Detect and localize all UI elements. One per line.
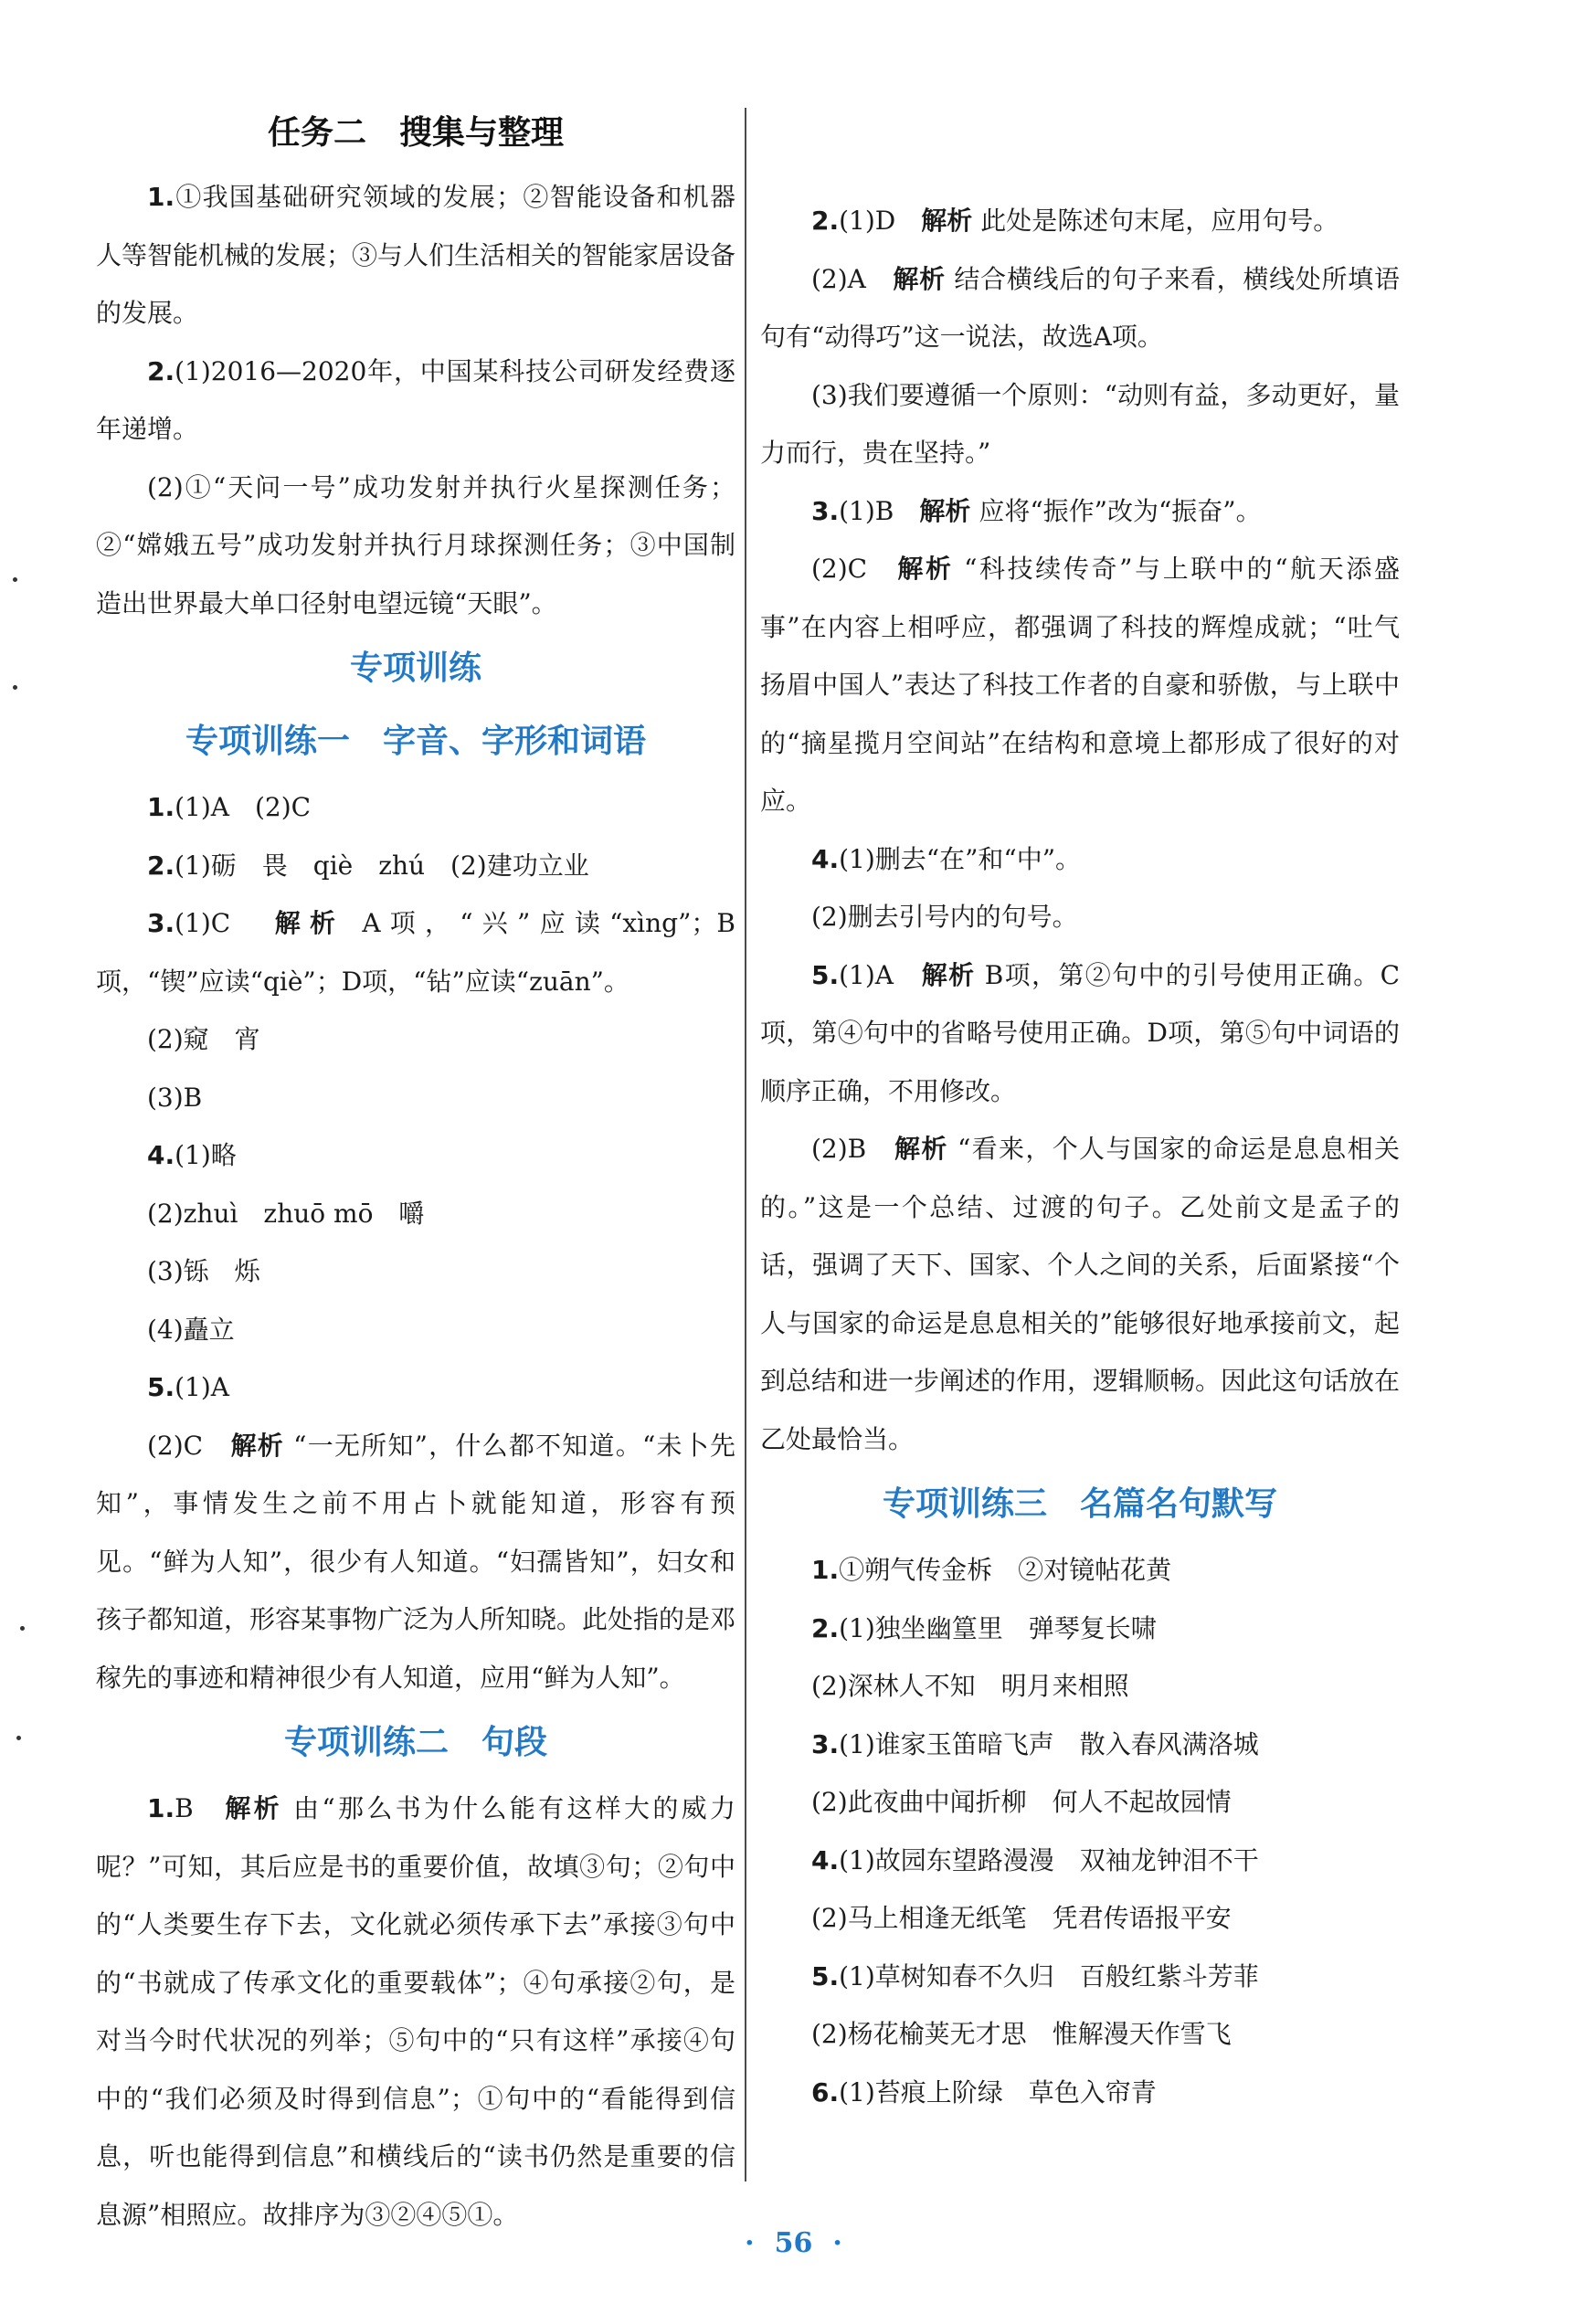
s2-q2-2: (2)A 解析 结合横线后的句子来看，横线处所填语句有“动得巧”这一说法，故选A项。 (760, 263, 1400, 352)
s2-q3-2: (2)C 解析 “科技续传奇”与上联中的“航天添盛事”在内容上相呼应，都强调了科技的辉煌成就；“吐气扬眉中国人”表达了科技工作者的自豪和骄傲，与上联中的“摘星揽月空间站”在结构和意境上都形成了很好的对应。 (760, 554, 1400, 816)
heading-s1: 专项训练一 字音、字形和词语 (185, 723, 646, 760)
s3-q1: 1.①朔气传金柝 ②对镜帖花黄 (811, 1555, 1172, 1585)
s2-q2-3: (3)我们要遵循一个原则：“动则有益，多动更好，量力而行，贵在坚持。” (760, 379, 1400, 468)
heading-s3: 专项训练三 名篇名句默写 (882, 1485, 1277, 1523)
s2-q1: 1.B 解析 由“那么书为什么能有这样大的威力呢？”可知，其后应是书的重要价值，故填③句；②句中的“人类要生存下去，文化就必须传承下去”承接③句中的“书就成了传承文化的重要载体”；④句承接②句，是对当今时代状况的列举；⑤句中的“只有这样”承接④句中的“我们必须及时得到信息”；①句中的“看能得到信息，听也能得到信息”和横线后的“读书仍然是重要的信息源”相照应。故排序为③②④⑤①。 (96, 1793, 735, 2230)
footer-dot-right: · (832, 2227, 842, 2259)
s2-q3-1: 3.(1)B 解析 应将“振作”改为“振奋”。 (811, 495, 1262, 526)
s1-q3-3: (3)B (147, 1082, 203, 1113)
s1-q3-1: 3.(1)C 解析 A项，“兴”应读“xìng”；B项，“锲”应读“qiè”；D项，“钻”应读“zuān”。 (96, 908, 735, 997)
s2-q2-1: 2.(1)D 解析 此处是陈述句末尾，应用句号。 (811, 206, 1339, 236)
s2-q4-1: 4.(1)删去“在”和“中”。 (811, 843, 1082, 874)
task2-q2-2: (2)①“天问一号”成功发射并执行火星探测任务；②“嫦娥五号”成功发射并执行月球探测任务；③中国制造出世界最大单口径射电望远镜“天眼”。 (96, 471, 735, 618)
s1-q3-2: (2)窥 宵 (147, 1024, 260, 1054)
s2-q4-2: (2)删去引号内的句号。 (811, 902, 1078, 932)
footer-dot-left: · (745, 2227, 755, 2259)
left-column (96, 99, 735, 2244)
s3-q2-1: 2.(1)独坐幽篁里 弹琴复长啸 (811, 1612, 1157, 1643)
s1-q5-2: (2)C 解析 “一无所知”，什么都不知道。“未卜先知”，事情发生之前不用占卜就能知道，形容有预见。“鲜为人知”，很少有人知道。“妇孺皆知”，妇女和孩子都知道，形容某事物广泛为人所知晓。此处指的是邓稼先的事迹和精神很少有人知道，应用“鲜为人知”。 (96, 1430, 736, 1693)
s1-q2: 2.(1)砺 畏 qiè zhú (2)建功立业 (147, 850, 589, 881)
s3-q3-1: 3.(1)谁家玉笛暗飞声 散入春风满洛城 (811, 1728, 1259, 1759)
heading-special-training: 专项训练 (349, 650, 481, 687)
scan-speck (20, 1626, 25, 1631)
column-divider (745, 108, 746, 2181)
s3-q5-2: (2)杨花榆荚无才思 惟解漫天作雪飞 (811, 2019, 1232, 2049)
s1-q4-4: (4)矗立 (147, 1314, 235, 1345)
heading-s2: 专项训练二 句段 (283, 1724, 547, 1761)
scan-speck (13, 685, 17, 690)
s1-q1: 1.(1)A (2)C (147, 792, 312, 822)
s3-q2-2: (2)深林人不知 明月来相照 (811, 1671, 1129, 1701)
s1-q4-2: (2)zhuì zhuō mō 嚼 (147, 1198, 425, 1229)
page-number: 56 (774, 2227, 813, 2259)
page-footer (0, 2227, 1587, 2259)
s3-q3-2: (2)此夜曲中闻折柳 何人不起故园情 (811, 1787, 1232, 1817)
s1-q4-1: 4.(1)略 (147, 1140, 237, 1170)
scan-speck (13, 577, 17, 582)
task2-q1: 1.①我国基础研究领域的发展；②智能设备和机器人等智能机械的发展；③与人们生活相关的智能家居设备的发展。 (96, 182, 736, 328)
s2-q5-2: (2)B 解析 “看来，个人与国家的命运是息息相关的。”这是一个总结、过渡的句子。乙处前文是孟子的话，强调了天下、国家、个人之间的关系，后面紧接“个人与国家的命运是息息相关的”能够很好地承接前文，起到总结和进一步阐述的作用，逻辑顺畅。因此这句话放在乙处最恰当。 (760, 1134, 1401, 1454)
s3-q4-1: 4.(1)故园东望路漫漫 双袖龙钟泪不干 (811, 1844, 1259, 1875)
s2-q5-1: 5.(1)A 解析 B项，第②句中的引号使用正确。C项，第④句中的省略号使用正确。D项，第⑤句中词语的顺序正确，不用修改。 (760, 959, 1400, 1106)
task2-q2-1: 2.(1)2016—2020年，中国某科技公司研发经费逐年递增。 (96, 355, 735, 444)
s3-q4-2: (2)马上相逢无纸笔 凭君传语报平安 (811, 1903, 1232, 1933)
s3-q6-1: 6.(1)苔痕上阶绿 草色入帘青 (811, 2076, 1157, 2107)
scan-speck (16, 1736, 21, 1740)
right-column (760, 192, 1400, 2121)
s1-q5-1: 5.(1)A (147, 1372, 230, 1402)
s1-q4-3: (3)铄 烁 (147, 1256, 260, 1286)
heading-task2: 任务二 搜集与整理 (267, 114, 564, 152)
s3-q5-1: 5.(1)草树知春不久归 百般红紫斗芳菲 (811, 1960, 1259, 1991)
